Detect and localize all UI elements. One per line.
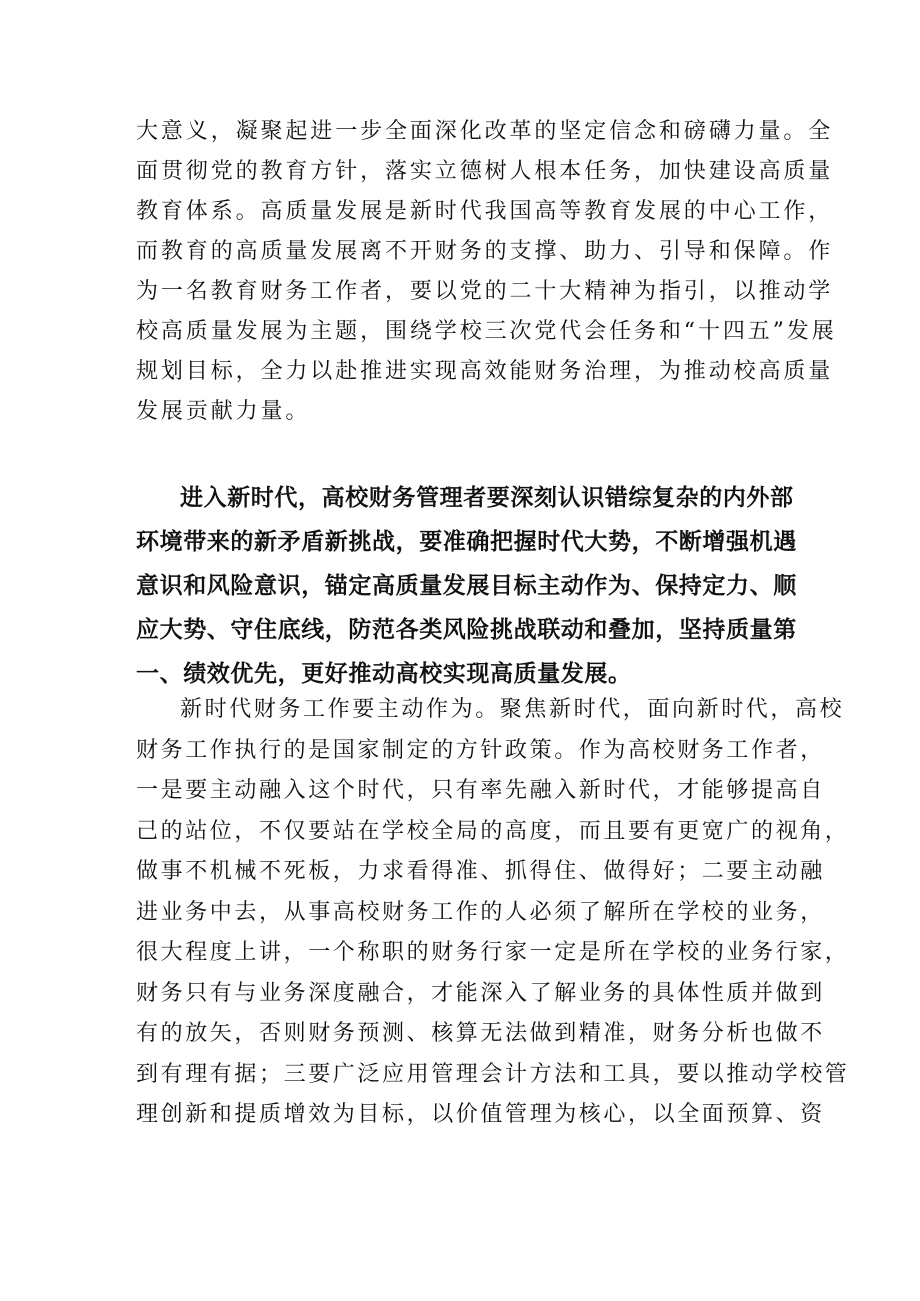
- text-line: 财务只有与业务深度融合，才能深入了解业务的具体性质并做到: [136, 980, 825, 1006]
- text-line: 很大程度上讲，一个称职的财务行家一定是所在学校的业务行家，: [136, 940, 850, 965]
- text-line: 大意义，凝聚起进一步全面深化改革的坚定信念和磅礴力量。全: [136, 119, 834, 144]
- paragraph-3: [136, 690, 850, 1136]
- text-line: 规划目标，全力以赴推进实现高效能财务治理，为推动校高质量: [136, 359, 834, 384]
- text-line: 进入新时代，高校财务管理者要深刻认识错综复杂的内外部: [180, 485, 794, 511]
- text-line: 为一名教育财务工作者，要以党的二十大精神为指引，以推动学: [136, 279, 834, 304]
- text-line: 一是要主动融入这个时代，只有率先融入新时代，才能够提高自: [136, 778, 825, 803]
- text-line: 校高质量发展为主题，围绕学校三次党代会任务和“十四五”发展: [136, 319, 837, 344]
- text-line: 发展贡献力量。: [136, 399, 311, 424]
- text-line: 进业务中去，从事高校财务工作的人必须了解所在学校的业务，: [136, 899, 825, 925]
- text-line: 而教育的高质量发展离不开财务的支撑、助力、引导和保障。作: [136, 239, 834, 264]
- paragraph-1: [136, 112, 837, 432]
- text-line: 教育体系。高质量发展是新时代我国高等教育发展的中心工作，: [136, 199, 834, 224]
- text-line: 做事不机械不死板，力求看得准、抓得住、做得好；二要主动融: [136, 859, 825, 884]
- text-line: 环境带来的新矛盾新挑战，要准确把握时代大势，不断增强机遇: [136, 529, 797, 555]
- text-line: 意识和风险意识，锚定高质量发展目标主动作为、保持定力、顺: [136, 573, 797, 599]
- paragraph-2: [136, 476, 796, 696]
- text-line: 到有理有据；三要广泛应用管理会计方法和工具，要以推动学校管: [136, 1061, 850, 1087]
- text-line: 面贯彻党的教育方针，落实立德树人根本任务，加快建设高质量: [136, 159, 834, 184]
- text-line: 理创新和提质增效为目标，以价值管理为核心，以全面预算、资: [136, 1102, 825, 1127]
- text-line: 己的站位，不仅要站在学校全局的高度，而且要有更宽广的视角，: [136, 818, 850, 844]
- text-line: 有的放矢，否则财务预测、核算无法做到精准，财务分析也做不: [136, 1021, 825, 1046]
- text-line: 新时代财务工作要主动作为。聚焦新时代，面向新时代，高校: [180, 697, 845, 722]
- text-line: 应大势、守住底线，防范各类风险挑战联动和叠加，坚持质量第: [136, 617, 797, 643]
- text-line: 财务工作执行的是国家制定的方针政策。作为高校财务工作者，: [136, 737, 825, 763]
- text-line: 一、绩效优先，更好推动高校实现高质量发展。: [136, 661, 632, 687]
